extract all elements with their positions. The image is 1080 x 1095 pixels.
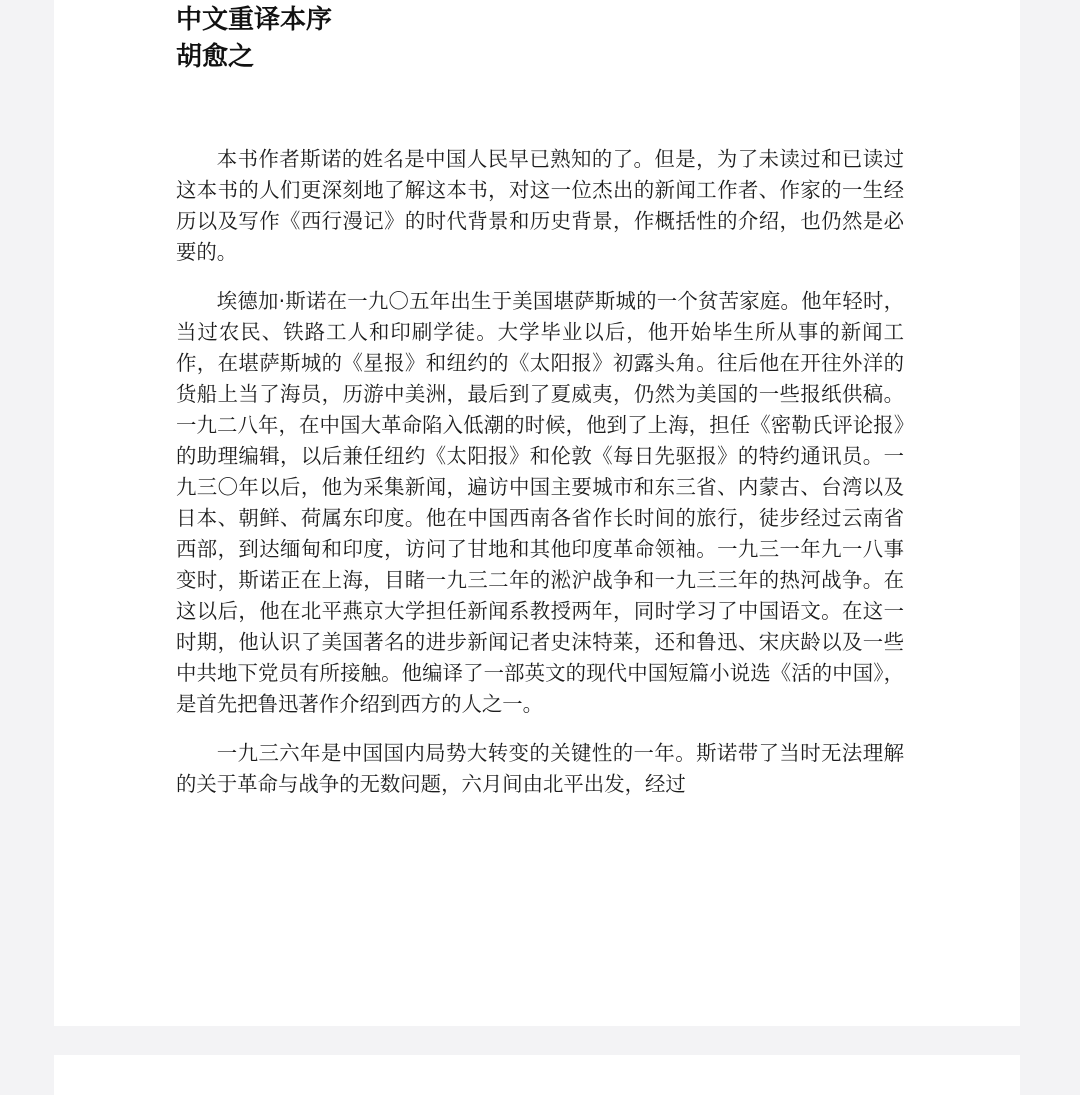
document-author: 胡愈之: [176, 42, 255, 72]
next-page-edge: [54, 1055, 1020, 1095]
document-heading: [176, 2, 332, 76]
paragraph: 埃德加·斯诺在一九〇五年出生于美国堪萨斯城的一个贫苦家庭。他年轻时，当过农民、铁路工人和印刷学徒。大学毕业以后，他开始毕生所从事的新闻工作，在堪萨斯城的《星报》和纽约的《太阳报》初露头角。往后他在开往外洋的货船上当了海员，历游中美洲，最后到了夏威夷，仍然为美国的一些报纸供稿。一九二八年，在中国大革命陷入低潮的时候，他到了上海，担任《密勒氏评论报》的助理编辑，以后兼任纽约《太阳报》和伦敦《每日先驱报》的特约通讯员。一九三〇年以后，他为采集新闻，遍访中国主要城市和东三省、内蒙古、台湾以及日本、朝鲜、荷属东印度。他在中国西南各省作长时间的旅行，徒步经过云南省西部，到达缅甸和印度，访问了甘地和其他印度革命领袖。一九三一年九一八事变时，斯诺正在上海，目睹一九三二年的淞沪战争和一九三三年的热河战争。在这以后，他在北平燕京大学担任新闻系教授两年，同时学习了中国语文。在这一时期，他认识了美国著名的进步新闻记者史沫特莱，还和鲁迅、宋庆龄以及一些中共地下党员有所接触。他编译了一部英文的现代中国短篇小说选《活的中国》，是首先把鲁迅著作介绍到西方的人之一。: [176, 289, 904, 716]
document-body: [176, 144, 904, 818]
document-title: 中文重译本序: [176, 5, 333, 35]
paragraph: 一九三六年是中国国内局势大转变的关键性的一年。斯诺带了当时无法理解的关于革命与战争的无数问题，六月间由北平出发，经过: [176, 741, 904, 796]
paragraph: 本书作者斯诺的姓名是中国人民早已熟知的了。但是，为了未读过和已读过这本书的人们更深刻地了解这本书，对这一位杰出的新闻工作者、作家的一生经历以及写作《西行漫记》的时代背景和历史背景，作概括性的介绍，也仍然是必要的。: [176, 147, 904, 264]
